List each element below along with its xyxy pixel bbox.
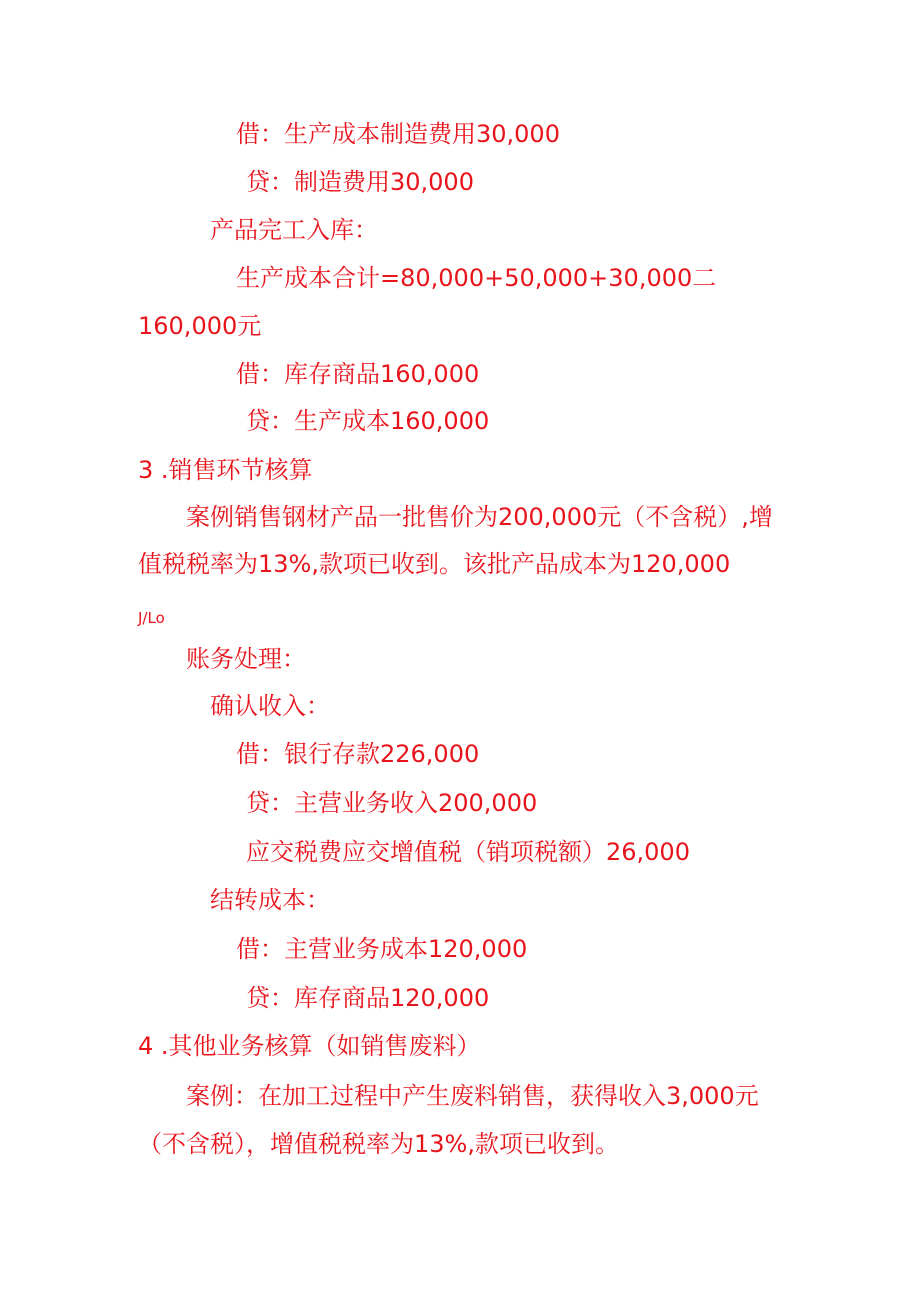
section-heading-other-business: 4 .其他业务核算（如销售废料） <box>138 1032 481 1060</box>
entry-credit-inventory: 贷：库存商品120,000 <box>246 984 490 1012</box>
section-heading-sales: 3 .销售环节核算 <box>138 456 313 484</box>
production-cost-total: 生产成本合计=80,000+50,000+30,000二 <box>236 264 717 292</box>
entry-credit-manufacturing-overhead: 贷：制造费用30,000 <box>246 168 474 196</box>
case-sales-paragraph: 案例销售钢材产品一批售价为200,000元（不含税）,增 <box>186 503 773 531</box>
entry-debit-production-cost: 借：生产成本制造费用30,000 <box>236 120 560 148</box>
entry-credit-vat-payable: 应交税费应交增值税（销项税额）26,000 <box>246 838 690 866</box>
subheading-carry-forward-cost: 结转成本： <box>210 886 330 914</box>
ocr-fragment: J/Lo <box>138 609 165 627</box>
entry-credit-main-revenue: 贷：主营业务收入200,000 <box>246 789 538 817</box>
subheading-accounting: 账务处理： <box>186 645 306 673</box>
subheading-recognize-revenue: 确认收入： <box>210 692 330 720</box>
case-sales-paragraph-continued: 值税税率为13%,款项已收到。该批产品成本为120,000 <box>138 550 731 578</box>
entry-credit-production-cost: 贷：生产成本160,000 <box>246 407 490 435</box>
case-scrap-paragraph: 案例：在加工过程中产生废料销售，获得收入3,000元 <box>186 1082 759 1110</box>
case-scrap-paragraph-continued: （不含税），增值税税率为13%,款项已收到。 <box>138 1130 619 1158</box>
entry-debit-bank-deposit: 借：银行存款226,000 <box>236 740 480 768</box>
production-cost-total-continued: 160,000元 <box>138 312 262 340</box>
entry-debit-inventory: 借：库存商品160,000 <box>236 360 480 388</box>
entry-debit-main-cost: 借：主营业务成本120,000 <box>236 935 528 963</box>
subheading-finished-goods: 产品完工入库： <box>210 216 378 244</box>
